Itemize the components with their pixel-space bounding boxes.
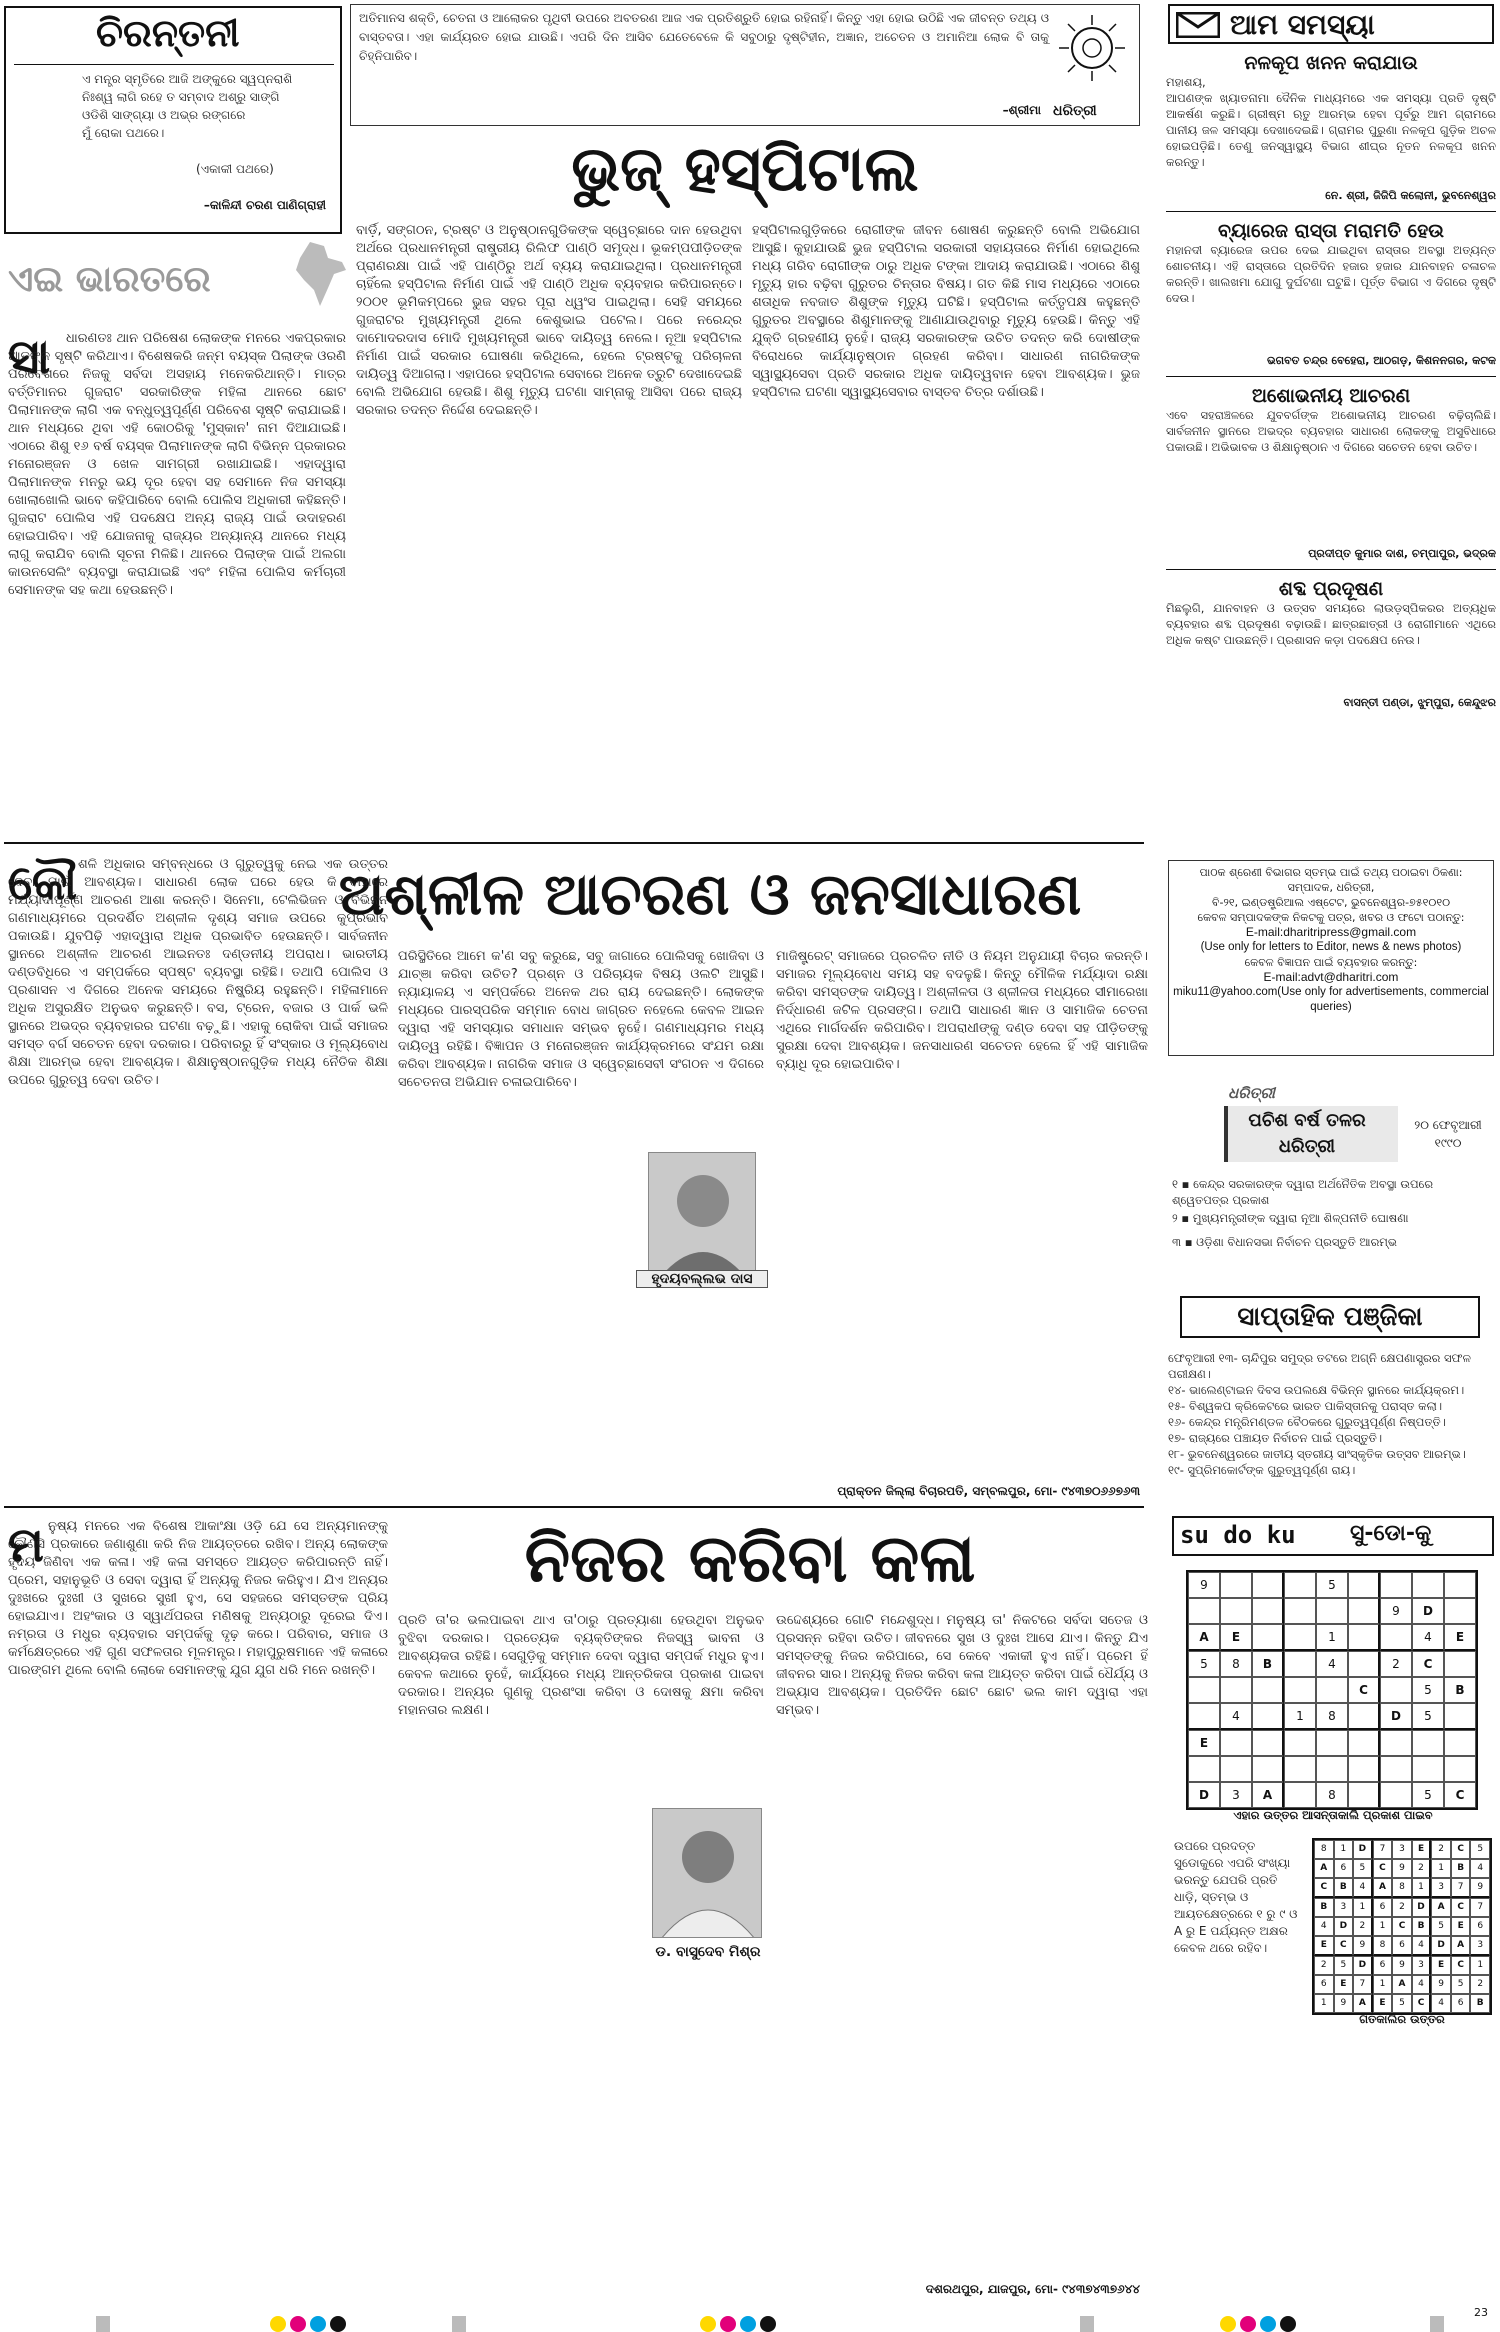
sudoku-answer-cell: 1 (1431, 1859, 1451, 1878)
letter-title: ଅଶୋଭନୀୟ ଆଚରଣ (1251, 385, 1411, 407)
sudoku-cell[interactable]: 4 (1316, 1651, 1348, 1677)
sudoku-answer-cell: A (1392, 1975, 1412, 1994)
weekly-body: ଫେବୃଆରୀ ୧୩- ଚାନ୍ଦିପୁର ସମୁଦ୍ର ତଟରେ ଅଗ୍ନି କ୍ଷେପଣାସ୍ତ୍ରର ସଫଳ ପରୀକ୍ଷଣ। ୧୪- ଭାଲେଣ୍ଟାଇନ ଦିବସ ଉପଲକ୍ଷେ ବିଭିନ୍ନ ସ୍ଥାନରେ କାର୍ଯ୍ୟକ୍ରମ। ୧୫- ବିଶ୍ୱକପ କ୍ରିକେଟରେ ଭାରତ ପାକିସ୍ତାନକୁ ପରାସ୍ତ କଲା। ୧୬- କେନ୍ଦ୍ର ମନ୍ତ୍ରିମଣ୍ଡଳ ବୈଠକରେ ଗୁରୁତ୍ୱପୂର୍ଣ୍ଣ ନିଷ୍ପତ୍ତି। ୧୭- ରାଜ୍ୟରେ ପଞ୍ଚାୟତ ନିର୍ବାଚନ ପାଇଁ ପ୍ରସ୍ତୁତି। ୧୮- ଭୁବନେଶ୍ୱରରେ ଜାତୀୟ ସ୍ତରୀୟ ସାଂସ୍କୃତିକ ଉତ୍ସବ ଆରମ୍ଭ। ୧୯- ସୁପ୍ରିମକୋର୍ଟଙ୍କ ଗୁରୁତ୍ୱପୂର୍ଣ୍ଣ ରାୟ। (1168, 1351, 1471, 1477)
sudoku-cell[interactable] (1252, 1598, 1284, 1624)
sudoku-cell[interactable]: 5 (1412, 1677, 1444, 1703)
sudoku-cell[interactable]: 8 (1316, 1782, 1348, 1808)
sudoku-cell[interactable] (1284, 1756, 1316, 1782)
sudoku-answer-cell: B (1412, 1917, 1432, 1936)
sudoku-answer-cell: 6 (1334, 1859, 1354, 1878)
sudoku-cell[interactable]: A (1252, 1782, 1284, 1808)
sudoku-answer-cell: D (1334, 1917, 1354, 1936)
poem-box (4, 6, 342, 234)
sudoku-answer-cell: 4 (1412, 1975, 1432, 1994)
sudoku-answer-cell: C (1314, 1878, 1334, 1898)
sudoku-answer-cell: 3 (1470, 1936, 1490, 1956)
color-registration (0, 2316, 1500, 2332)
editorial-col3: ହସ୍ପିଟାଲଗୁଡ଼ିକରେ ରୋଗୀଙ୍କ ଜୀବନ ଶୋଷଣ କରୁଛନ୍ତି ବୋଲି ଅଭିଯୋଗ ଆସୁଛି। କୁହାଯାଉଛି ଭୁଜ ହସ୍ପିଟାଲ ସରକାରୀ ସହାୟତାରେ ନିର୍ମାଣ ହୋଇଥିଲେ ମଧ୍ୟ ଗରିବ ରୋଗୀଙ୍କ ଠାରୁ ଅଧିକ ଟଙ୍କା ଆଦାୟ କରାଯାଉଛି। ଏଠାରେ ଶିଶୁ ମୃତ୍ୟୁ ହାର ବଢ଼ିବା ଗୁରୁତର ଚିନ୍ତାର ବିଷୟ। ଗତ କିଛି ମାସ ମଧ୍ୟରେ ଏଠାରେ ଶତାଧିକ ନବଜାତ ଶିଶୁଙ୍କ ମୃତ୍ୟୁ ଘଟିଛି। ହସ୍ପିଟାଲ କର୍ତ୍ତୃପକ୍ଷ କହୁଛନ୍ତି ଗୁରୁତର ଅବସ୍ଥାରେ ଶିଶୁମାନଙ୍କୁ ଆଣାଯାଉଥିବାରୁ ମୃତ୍ୟୁ ହେଉଛି। କିନ୍ତୁ ଏହି ଯୁକ୍ତି ଗ୍ରହଣୀୟ ନୁହେଁ। ରାଜ୍ୟ ସରକାରଙ୍କ ଉଚିତ ତଦନ୍ତ କରି ଦୋଷୀଙ୍କ ବିରୋଧରେ କାର୍ଯ୍ୟାନୁଷ୍ଠାନ ଗ୍ରହଣ କରିବା। ସାଧାରଣ ନାଗରିକଙ୍କ ସ୍ୱାସ୍ଥ୍ୟସେବା ପ୍ରତି ସରକାର ଅଧିକ ଦାୟିତ୍ୱବାନ ହେବା ଆବଶ୍ୟକ। ଭୁଜ ହସ୍ପିଟାଲ ଘଟଣା ସ୍ୱାସ୍ଥ୍ୟସେବାର ବାସ୍ତବ ଚିତ୍ର ଦର୍ଶାଉଛି। (752, 223, 1140, 400)
sudoku-cell[interactable] (1348, 1782, 1380, 1808)
sudoku-cell[interactable]: 5 (1188, 1651, 1220, 1677)
sudoku-cell[interactable] (1220, 1756, 1252, 1782)
sudoku-cell[interactable] (1444, 1756, 1476, 1782)
sudoku-answer-cell: C (1334, 1936, 1354, 1956)
sudoku-answer-cell: 9 (1334, 1994, 1354, 2013)
feature-dropcap: କୌ (8, 855, 78, 911)
sudoku-cell[interactable] (1380, 1572, 1412, 1598)
sudoku-answer-cell: B (1470, 1994, 1490, 2013)
sudoku-answer-cell: 2 (1392, 1898, 1412, 1917)
sudoku-cell[interactable] (1348, 1703, 1380, 1730)
sudoku-answer-cell: 5 (1334, 1956, 1354, 1975)
contact-line: ସମ୍ପାଦକ, ଧରିତ୍ରୀ, (1287, 881, 1375, 894)
history-item: ୩ ▪ ଓଡ଼ିଶା ବିଧାନସଭା ନିର୍ବାଚନ ପ୍ରସ୍ତୁତି ଆରମ୍ଭ (1172, 1235, 1397, 1249)
sudoku-cell[interactable]: 8 (1220, 1651, 1252, 1677)
article3-title: ନିଜର କରିବା କଳା (524, 1519, 976, 1597)
sudoku-answer-cell: 6 (1392, 1936, 1412, 1956)
sudoku-cell[interactable] (1348, 1572, 1380, 1598)
letter-body: ମହାନଦୀ ବ୍ୟାରେଜ ଉପର ଦେଇ ଯାଇଥିବା ରାସ୍ତାର ଅବସ୍ଥା ଅତ୍ୟନ୍ତ ଶୋଚନୀୟ। ଏହି ରାସ୍ତାରେ ପ୍ରତିଦିନ ହଜାର ହଜାର ଯାନବାହନ ଚଳାଚଳ କରନ୍ତି। ଖାଲଖମା ଯୋଗୁ ଦୁର୍ଘଟଣା ଘଟୁଛି। ପୂର୍ତ୍ତ ବିଭାଗ ଏ ଦିଗରେ ଦୃଷ୍ଟି ଦେଉ। (1166, 243, 1496, 305)
section-brand (1168, 4, 1494, 44)
sudoku-cell[interactable] (1444, 1598, 1476, 1624)
sudoku-cell[interactable]: A (1188, 1624, 1220, 1651)
watermark: ଏଇ ଭାରତରେ (8, 258, 211, 300)
letter-sign: ପ୍ରଦୀପ୍ତ କୁମାର ଦାଶ, ଚମ୍ପାପୁର, ଭଦ୍ରକ (1308, 547, 1496, 560)
contact-line: ବି-୨୧, ଇଣ୍ଡଷ୍ଟ୍ରିଆଲ ଏଷ୍ଟେଟ, ଭୁବନେଶ୍ୱର-୭୫୧୦୧୦ (1211, 896, 1451, 909)
letter-sign: ଭଗବତ ଚନ୍ଦ୍ର ବେହେରା, ଆଠଗଡ଼, କିଶନନଗର, କଟକ (1267, 354, 1496, 367)
sudoku-cell[interactable]: 9 (1188, 1572, 1220, 1598)
sudoku-answer-cell: E (1412, 1840, 1432, 1859)
author-photo (652, 1808, 762, 1938)
sudoku-answer-cell: B (1314, 1898, 1334, 1917)
sudoku-answer-cell: 8 (1392, 1878, 1412, 1898)
feature-col3: ମାଜିଷ୍ଟ୍ରେଟ୍ ସମାଜରେ ପ୍ରଚଳିତ ନୀତି ଓ ନିୟମ ଅନୁଯାୟୀ ବିଚାର କରନ୍ତି। ସମାଜର ମୂଲ୍ୟବୋଧ ସମୟ ସହ ବଦଳୁଛି। କିନ୍ତୁ ମୌଳିକ ମର୍ଯ୍ୟାଦା ରକ୍ଷା କରିବା ସମସ୍ତଙ୍କ ଦାୟିତ୍ୱ। ଅଶ୍ଳୀଳତା ଓ ଶ୍ଳୀଳତା ମଧ୍ୟରେ ସୀମାରେଖା ନିର୍ଦ୍ଧାରଣ ଜଟିଳ ପ୍ରସଙ୍ଗ। ତଥାପି ସାଧାରଣ ଜ୍ଞାନ ଓ ସାମାଜିକ ଚେତନା ଏଥିରେ ମାର୍ଗଦର୍ଶନ କରିପାରିବ। ଅପରାଧୀଙ୍କୁ ଦଣ୍ଡ ଦେବା ସହ ପୀଡ଼ିତଙ୍କୁ ସୁରକ୍ଷା ଦେବା ଆବଶ୍ୟକ। ଜନସାଧାରଣ ସଚେତନ ହେଲେ ହିଁ ଏହି ସାମାଜିକ ବ୍ୟାଧି ଦୂର ହୋଇପାରିବ। (776, 949, 1148, 1072)
sun-emblem-icon (1057, 13, 1127, 83)
sudoku-grid[interactable] (1186, 1570, 1478, 1810)
history-item: ୧ ▪ କେନ୍ଦ୍ର ସରକାରଙ୍କ ଦ୍ୱାରା ଅର୍ଥନୈତିକ ଅବସ୍ଥା ଉପରେ ଶ୍ୱେତପତ୍ର ପ୍ରକାଶ (1172, 1177, 1437, 1207)
quote-text: ଅତିମାନସ ଶକ୍ତି, ଚେତନା ଓ ଆଲୋକର ପୃଥିବୀ ଉପରେ ଅବତରଣ ଆଜ ଏକ ପ୍ରତିଶ୍ରୁତି ହୋଇ ରହିନାହିଁ। କିନ୍ତୁ ଏହା ହୋଇ ଉଠିଛି ଏକ ଜୀବନ୍ତ ତଥ୍ୟ ଓ ବାସ୍ତବତା। ଏହା କାର୍ଯ୍ୟରତ ହୋଇ ଯାଉଛି। ଏପରି ଦିନ ଆସିବ ଯେତେବେଳେ କି ସବୁଠାରୁ ଦୃଷ୍ଟିହୀନ, ଅଜ୍ଞାନ, ଅଚେତନ ଓ ଅମାନିଆ ଲୋକ ବି ତାକୁ ଚିହ୍ନିପାରିବ। (359, 11, 1053, 63)
sudoku-cell[interactable]: 2 (1380, 1651, 1412, 1677)
sudoku-cell[interactable] (1284, 1624, 1316, 1651)
sudoku-answer-cell: 2 (1412, 1859, 1432, 1878)
sudoku-cell[interactable] (1444, 1703, 1476, 1730)
sudoku-answer-cell: 9 (1353, 1936, 1373, 1956)
editorial-col2: ବାର୍ଡ଼ି, ସଙ୍ଗଠନ, ଟ୍ରଷ୍ଟ ଓ ଅନୁଷ୍ଠାନଗୁଡିକଙ୍କ ସ୍ୱେଚ୍ଛାରେ ଦାନ ହେଉଥିବା ଅର୍ଥରେ ପ୍ରଧାନମନ୍ତ୍ରୀ ରାଷ୍ଟ୍ରୀୟ ରିଲିଫ ପାଣ୍ଠି ସମୃଦ୍ଧ। ଭୂକମ୍ପପୀଡ଼ିତଙ୍କ ପ୍ରାଣରକ୍ଷା ପାଇଁ ଏହି ପାଣ୍ଠିରୁ ଅର୍ଥ ବ୍ୟୟ କରାଯାଇଥିଲା। ପ୍ରଧାନମନ୍ତ୍ରୀ ଚାହିଁଲେ ହସ୍ପିଟାଲ ନିର୍ମାଣ ପାଇଁ ଏହି ପାଣ୍ଠି ଅଧିକ ବ୍ୟବହାର କରିପାରନ୍ତେ। ୨୦୦୧ ଭୂମିକମ୍ପରେ ଭୁଜ ସହର ପୂରା ଧ୍ୱଂସ ପାଇଥିଲା। ସେହି ସମୟରେ ଗୁଜରାଟର ମୁଖ୍ୟମନ୍ତ୍ରୀ ଥିଲେ କେଶୁଭାଇ ପଟେଲ। ପରେ ନରେନ୍ଦ୍ର ଦାମୋଦରଦାସ ମୋଦି ମୁଖ୍ୟମନ୍ତ୍ରୀ ଭାବେ ଦାୟିତ୍ୱ ନେଲେ। ନୂଆ ହସ୍ପିଟାଲ ନିର୍ମାଣ ପାଇଁ ସରକାର ଘୋଷଣା କରିଥିଲେ, ହେଲେ ଟ୍ରଷ୍ଟକୁ ପରିଚାଳନା ଦାୟିତ୍ୱ ଦିଆଗଲା। ଏହାପରେ ହସ୍ପିଟାଲ ସେବାରେ ଅନେକ ତ୍ରୁଟି ଦେଖାଦେଇଛି ବୋଲି ଅଭିଯୋଗ ହେଉଛି। ଶିଶୁ ମୃତ୍ୟୁ ଘଟଣା ସାମ୍ନାକୁ ଆସିବା ପରେ ରାଜ୍ୟ ସରକାର ତଦନ୍ତ ନିର୍ଦ୍ଦେଶ ଦେଇଛନ୍ତି। (356, 223, 742, 418)
letter-sign: ବାସନ୍ତୀ ପଣ୍ଡା, ଝୁମ୍ପୁରା, କେନ୍ଦୁଝର (1343, 696, 1496, 709)
letter-body: ମିଛଲୁଗି, ଯାନବାହନ ଓ ଉତ୍ସବ ସମୟରେ ଲାଉଡ଼ସ୍ପିକରର ଅତ୍ୟଧିକ ବ୍ୟବହାର ଶବ୍ଦ ପ୍ରଦୂଷଣ ବଢ଼ାଉଛି। ଛାତ୍ରଛାତ୍ରୀ ଓ ରୋଗୀମାନେ ଏଥିରେ ଅଧିକ କଷ୍ଟ ପାଉଛନ୍ତି। ପ୍ରଶାସନ କଡ଼ା ପଦକ୍ଷେପ ନେଉ। (1166, 601, 1496, 647)
contact-email[interactable]: E-mail:advt@dharitri.com (1263, 970, 1399, 984)
sudoku-answer-cell: 1 (1470, 1956, 1490, 1975)
sudoku-answer-cell: 3 (1334, 1898, 1354, 1917)
sudoku-cell[interactable] (1220, 1677, 1252, 1703)
poem-body: ଏ ମନ୍ତ୍ର ସ୍ମୃତିରେ ଆଜି ଅଙ୍କୁରେ ସ୍ୱପ୍ନରାଶି ନିଃଶ୍ୱ ଲାଗି ରହେ ତ ସମ୍ବାଦ ଅଶ୍ରୁ ସାଙ୍ଗି ଓଡିଶି ସାଙ୍ଗ୍ୟା ଓ ଅଭ୍ର ରଙ୍ଗରେ ମୁଁ ରୋକା ପଥରେ। (82, 72, 293, 140)
sudoku-cell[interactable] (1316, 1598, 1348, 1624)
sudoku-answer-cell: 9 (1470, 1878, 1490, 1898)
sudoku-cell[interactable] (1220, 1598, 1252, 1624)
history-date: ୨୦ ଫେବୃଆରୀ ୧୯୯୦ (1414, 1118, 1482, 1150)
sudoku-cell[interactable]: C (1348, 1677, 1380, 1703)
sudoku-cell[interactable]: 4 (1412, 1624, 1444, 1651)
sudoku-cell[interactable] (1380, 1756, 1412, 1782)
sudoku-cell[interactable] (1284, 1677, 1316, 1703)
sudoku-cell[interactable]: C (1412, 1651, 1444, 1677)
sudoku-answer-cell: 5 (1451, 1975, 1471, 1994)
sudoku-cell[interactable] (1380, 1677, 1412, 1703)
sudoku-answer-cell: E (1314, 1936, 1334, 1956)
sudoku-answer-cell: C (1451, 1956, 1471, 1975)
sudoku-answer-cell: 3 (1412, 1956, 1432, 1975)
sudoku-answer-cell: 1 (1412, 1878, 1432, 1898)
feature-col2: ପରିସ୍ଥିତିରେ ଆମେ କ'ଣ ସବୁ କରୁଛେ, ସବୁ ଜାଗାରେ ପୋଲିସକୁ ଖୋଜିବା ଓ ଯାଚ୍ଞା କରିବା ଉଚିତ? ପ୍ରଶ୍ନ ଓ ପରିଚାୟକ ବିଷୟ ଓଲଟି ଆସୁଛି। ନ୍ୟାୟାଳୟ ଏ ସମ୍ପର୍କରେ ଅନେକ ଥର ରାୟ ଦେଇଛନ୍ତି। ଲୋକଙ୍କ ମଧ୍ୟରେ ପାରସ୍ପରିକ ସମ୍ମାନ ବୋଧ ଜାଗ୍ରତ ନହେଲେ କେବଳ ଆଇନ ଦ୍ୱାରା ଏହି ସମସ୍ୟାର ସମାଧାନ ସମ୍ଭବ ନୁହେଁ। ଗଣମାଧ୍ୟମର ମଧ୍ୟ ଦାୟିତ୍ୱ ରହିଛି। ବିଜ୍ଞାପନ ଓ ମନୋରଞ୍ଜନ କାର୍ଯ୍ୟକ୍ରମରେ ସଂଯମ ରକ୍ଷା କରିବା ଆବଶ୍ୟକ। ନାଗରିକ ସମାଜ ଓ ସ୍ୱେଚ୍ଛାସେବୀ ସଂଗଠନ ଏ ଦିଗରେ ସଚେତନତା ଅଭିଯାନ ଚଳାଇପାରିବେ। (398, 949, 764, 1090)
poem-note: (ଏକାକୀ ପଥରେ) (196, 162, 274, 176)
sudoku-cell[interactable] (1284, 1782, 1316, 1808)
sudoku-answer-cell: E (1334, 1975, 1354, 1994)
sudoku-answer-cell: 6 (1373, 1898, 1393, 1917)
history-logo: ଧରିତ୍ରୀ (1228, 1084, 1275, 1102)
india-map-icon (290, 240, 350, 310)
sudoku-cell[interactable] (1348, 1598, 1380, 1624)
sudoku-cell[interactable]: 8 (1316, 1703, 1348, 1730)
sudoku-cell[interactable] (1316, 1677, 1348, 1703)
sudoku-answer-cell: D (1353, 1840, 1373, 1859)
sudoku-cell[interactable] (1252, 1756, 1284, 1782)
article3-author: ଡ. ବାସୁଦେବ ମିଶ୍ର (655, 1944, 761, 1960)
sudoku-answer-cell: 9 (1392, 1956, 1412, 1975)
sudoku-cell[interactable] (1380, 1730, 1412, 1756)
sudoku-cell[interactable]: 1 (1316, 1624, 1348, 1651)
sudoku-answer-cell: C (1451, 1840, 1471, 1859)
letter-title: ନଳକୂପ ଖନନ କରାଯାଉ (1244, 52, 1418, 74)
sudoku-answer-cell: 5 (1431, 1917, 1451, 1936)
sudoku-cell[interactable]: B (1252, 1651, 1284, 1677)
sudoku-answer-cell: D (1353, 1956, 1373, 1975)
sudoku-answer-cell: 6 (1373, 1956, 1393, 1975)
letter-title: ବ୍ୟାରେଜ ରାସ୍ତା ମରାମତି ହେଉ (1218, 220, 1444, 242)
article3-col2: ପ୍ରତି ତା'ର ଭଲପାଇବା ଥାଏ ତା'ଠାରୁ ପ୍ରତ୍ୟାଶା ହେଉଥିବା ଅନୁଭବ ବୁଝିବା ଦରକାର। ପ୍ରତ୍ୟେକ ବ୍ୟକ୍ତିଙ୍କର ନିଜସ୍ୱ ଭାବନା ଓ ଆବଶ୍ୟକତା ରହିଛି। ସେଗୁଡ଼ିକୁ ସମ୍ମାନ ଦେବା ଦ୍ୱାରା ସମ୍ପର୍କ ମଧୁର ହୁଏ। କେବଳ କଥାରେ ନୁହେଁ, କାର୍ଯ୍ୟରେ ମଧ୍ୟ ଆନ୍ତରିକତା ପ୍ରକାଶ ପାଇବା ଦରକାର। ଅନ୍ୟର ଗୁଣକୁ ପ୍ରଶଂସା କରିବା ଓ ଦୋଷକୁ କ୍ଷମା କରିବା ମହାନତାର ଲକ୍ଷଣ। (398, 1613, 764, 1718)
sudoku-answer-cell: E (1431, 1956, 1451, 1975)
sudoku-cell[interactable] (1252, 1572, 1284, 1598)
sudoku-answer-cell: E (1373, 1994, 1393, 2013)
poem-author: –କାଳିନ୍ଦୀ ଚରଣ ପାଣିଗ୍ରାହୀ (203, 198, 326, 212)
editorial-col1: ଧାରଣତଃ ଥାନ ପରିଷେଶ ଲୋକଙ୍କ ମନରେ ଏକପ୍ରକାର ଆତଙ୍କ ସୃଷ୍ଟି କରିଥାଏ। ବିଶେଷକରି ଜନ୍ମ ବୟସ୍କ ପିଲାଙ୍କ ଓରଣି ପରିବେଶରେ ନିଜକୁ ସର୍ବଦା ଅସହାୟ ମନେକରିଥାନ୍ତି। ମାତ୍ର ବର୍ତ୍ତିମାନର ଗୁଜରାଟ ସରକାରିଙ୍କ ମହିଳା ଥାନରେ ଛୋଟ ପିଲାମାନଙ୍କ ଲାଗି ଏକ ବନ୍ଧୁତ୍ୱପୂର୍ଣ୍ଣ ପରିବେଶ ସୃଷ୍ଟି କରାଯାଇଛି। ଥାନ ମଧ୍ୟରେ ଥିବା ଏହି କୋଠରିକୁ 'ମୁସ୍କାନ' ନାମ ଦିଆଯାଇଛି। ଏଠାରେ ଶିଶୁ ୧୬ ବର୍ଷ ବୟସ୍କ ପିଲାମାନଙ୍କ ଲାଗି ବିଭିନ୍ନ ପ୍ରକାରର ମନୋରଞ୍ଜନ ଓ ଖେଳ ସାମଗ୍ରୀ ରଖାଯାଇଛି। ଏହାଦ୍ୱାରା ପିଲାମାନଙ୍କ ମନରୁ ଭୟ ଦୂର ହେବା ସହ ସେମାନେ ନିଜ ସମସ୍ୟା ଖୋଲାଖୋଲି ଭାବେ କହିପାରିବେ ବୋଲି ପୋଲିସ ଅଧିକାରୀ କହିଛନ୍ତି। ଗୁଜରାଟ ପୋଲିସ ଏହି ପଦକ୍ଷେପ ଅନ୍ୟ ରାଜ୍ୟ ପାଇଁ ଉଦାହରଣ ହୋଇପାରିବ। ଏହି ଯୋଜନାକୁ ରାଜ୍ୟର ଅନ୍ୟାନ୍ୟ ଥାନରେ ମଧ୍ୟ ଲାଗୁ କରାଯିବ ବୋଲି ସୂଚନା ମିଳିଛି। ଥାନରେ ପିଲାଙ୍କ ପାଇଁ ଅଲଗା କାଉନସେଲିଂ ବ୍ୟବସ୍ଥା କରାଯାଇଛି ଏବଂ ମହିଳା ପୋଲିସ କର୍ମଚାରୀ ସେମାନଙ୍କ ସହ କଥା ହେଉଛନ୍ତି। (8, 331, 346, 598)
contact-note: (Use only for letters to Editor, news & news photos) (1200, 941, 1462, 953)
sudoku-answer-cell: 2 (1470, 1975, 1490, 1994)
sudoku-answer-cell: B (1451, 1859, 1471, 1878)
sudoku-cell[interactable] (1252, 1730, 1284, 1756)
feature-author: ହୃଦୟବଲ୍ଲଭ ଦାସ (636, 1270, 768, 1288)
sudoku-answer-cell: 2 (1314, 1956, 1334, 1975)
sudoku-answer-cell: 4 (1470, 1859, 1490, 1878)
sudoku-answer-cell: 1 (1373, 1917, 1393, 1936)
sudoku-cell[interactable] (1284, 1730, 1316, 1756)
sudoku-rules: ଉପରେ ପ୍ରଦତ୍ତ ସୁଡୋକୁରେ ଏପରି ସଂଖ୍ୟା ଭରନ୍ତୁ ଯେପରି ପ୍ରତି ଧାଡ଼ି, ସ୍ତମ୍ଭ ଓ ଆୟତକ୍ଷେତ୍ରରେ ୧ ରୁ ୯ ଓ A ରୁ E ପର୍ଯ୍ୟନ୍ତ ଅକ୍ଷର କେବଳ ଥରେ ରହିବ। (1174, 1839, 1302, 1955)
sudoku-answer-cell: 6 (1451, 1994, 1471, 2013)
sudoku-cell[interactable] (1284, 1572, 1316, 1598)
sudoku-cell[interactable] (1348, 1730, 1380, 1756)
sudoku-cell[interactable] (1348, 1651, 1380, 1677)
sudoku-cell[interactable] (1412, 1756, 1444, 1782)
sudoku-answer-cell: 6 (1314, 1975, 1334, 1994)
sudoku-cell[interactable] (1444, 1730, 1476, 1756)
sudoku-cell[interactable]: D (1380, 1703, 1412, 1730)
letter-title: ଶବ୍ଦ ପ୍ରଦୂଷଣ (1278, 578, 1384, 600)
sudoku-answer-cell: 4 (1431, 1994, 1451, 2013)
sudoku-answer-cell: A (1353, 1994, 1373, 2013)
sudoku-answer-grid (1312, 1838, 1492, 2015)
sudoku-answer-cell: E (1451, 1917, 1471, 1936)
editorial-dropcap: ସା (8, 329, 51, 385)
sudoku-header (1172, 1516, 1494, 1556)
sudoku-answer-cell: A (1373, 1878, 1393, 1898)
article3-col3: ଉଦ୍ଦେଶ୍ୟରେ ଗୋଟି ମନ୍ଦେଶୁଦ୍ଧ। ମନୁଷ୍ୟ ତା' ନିକଟରେ ସର୍ବଦା ସତେଜ ଓ ପ୍ରସନ୍ନ ରହିବା ଉଚିତ। ଜୀବନରେ ସୁଖ ଓ ଦୁଃଖ ଆସେ ଯାଏ। କିନ୍ତୁ ଯିଏ ସମସ୍ତଙ୍କୁ ନିଜର କରିପାରେ, ସେ କେବେ ଏକାକୀ ହୁଏ ନାହିଁ। ପ୍ରେମ ହିଁ ଜୀବନର ସାର। ଅନ୍ୟକୁ ନିଜର କରିବା କଳା ଆୟତ୍ତ କରିବା ପାଇଁ ଧୈର୍ଯ୍ୟ ଓ ଅଭ୍ୟାସ ଆବଶ୍ୟକ। ପ୍ରତିଦିନ ଛୋଟ ଛୋଟ ଭଲ କାମ ଦ୍ୱାରା ଏହା ସମ୍ଭବ। (776, 1613, 1148, 1718)
sudoku-answer-cell: 7 (1451, 1878, 1471, 1898)
sudoku-answer-cell: 1 (1314, 1994, 1334, 2013)
sudoku-answer-cell: 8 (1314, 1840, 1334, 1859)
sudoku-answer-cell: A (1314, 1859, 1334, 1878)
contact-email[interactable]: E-mail:dharitripress@gmail.com (1245, 925, 1417, 939)
sudoku-answer-cell: 1 (1334, 1840, 1354, 1859)
sudoku-cell[interactable]: C (1444, 1782, 1476, 1808)
quote-logo: ଧରିତ୍ରୀ (1053, 103, 1097, 119)
sudoku-answer-cell: 5 (1353, 1859, 1373, 1878)
sudoku-cell[interactable]: 5 (1412, 1782, 1444, 1808)
sudoku-answer-cell: 4 (1412, 1936, 1432, 1956)
mail-icon (1176, 12, 1220, 38)
sudoku-answer-cell: 7 (1353, 1975, 1373, 1994)
sudoku-answer-cell: 4 (1353, 1878, 1373, 1898)
sudoku-answer-cell: A (1451, 1936, 1471, 1956)
sudoku-caption: ଏହାର ଉତ୍ତର ଆସନ୍ତାକାଲି ପ୍ରକାଶ ପାଇବ (1233, 1808, 1433, 1822)
sudoku-cell[interactable] (1188, 1677, 1220, 1703)
sudoku-cell[interactable] (1252, 1624, 1284, 1651)
feature-title: ଅଶ୍ଳୀଳ ଆଚରଣ ଓ ଜନସାଧାରଣ (338, 860, 1082, 928)
contact-line: କେବଳ ବିଜ୍ଞାପନ ପାଇଁ ବ୍ୟବହାର କରନ୍ତୁ: (1244, 956, 1418, 969)
sudoku-cell[interactable] (1348, 1624, 1380, 1651)
sudoku-answer-cell: 3 (1431, 1878, 1451, 1898)
sudoku-title-odia: ସୁ-ଡୋ-କୁ (1350, 1521, 1432, 1546)
sudoku-cell[interactable]: D (1188, 1782, 1220, 1808)
sudoku-answer-cell: 2 (1353, 1917, 1373, 1936)
sudoku-answer-cell: C (1412, 1994, 1432, 2013)
section-divider (4, 1506, 1144, 1508)
feature-col2b (398, 1152, 642, 1272)
section-divider (4, 842, 1144, 844)
feature-byline: ପ୍ରାକ୍ତନ ଜିଲ୍ଲା ବିଚାରପତି, ସମ୍ବଲପୁର, ମୋ- ୯୪୩୭୦୬୬୭୬୩ (837, 1484, 1140, 1498)
sudoku-answer-cell: 8 (1373, 1936, 1393, 1956)
sudoku-cell[interactable] (1444, 1572, 1476, 1598)
contact-line: କେବଳ ସମ୍ପାଦକଙ୍କ ନିକଟକୁ ପତ୍ର, ଖବର ଓ ଫଟୋ ପଠାନ୍ତୁ: (1197, 911, 1465, 924)
sudoku-answer-cell: 5 (1392, 1994, 1412, 2013)
sudoku-answer-cell: 1 (1353, 1898, 1373, 1917)
letter-body: ଏବେ ସହରାଞ୍ଚଳରେ ଯୁବବର୍ଗଙ୍କ ଅଶୋଭନୀୟ ଆଚରଣ ବଢ଼ିଚାଲିଛି। ସାର୍ବଜନୀନ ସ୍ଥାନରେ ଅଭଦ୍ର ବ୍ୟବହାର ସାଧାରଣ ଲୋକଙ୍କୁ ଅସୁବିଧାରେ ପକାଉଛି। ଅଭିଭାବକ ଓ ଶିକ୍ଷାନୁଷ୍ଠାନ ଏ ଦିଗରେ ସଚେତନ ହେବା ଉଚିତ। (1166, 408, 1496, 454)
sudoku-title-latin: su do ku (1180, 1521, 1296, 1549)
sudoku-answer-cell: 5 (1470, 1840, 1490, 1859)
sudoku-cell[interactable] (1348, 1756, 1380, 1782)
editorial-title: ଭୁଜ୍ ହସ୍ପିଟାଲ (571, 132, 919, 205)
sudoku-cell[interactable] (1188, 1703, 1220, 1730)
sudoku-answer-cell: 2 (1431, 1840, 1451, 1859)
sudoku-cell[interactable] (1316, 1756, 1348, 1782)
sudoku-answer-cell: 9 (1431, 1975, 1451, 1994)
sudoku-cell[interactable]: 5 (1316, 1572, 1348, 1598)
sudoku-cell[interactable]: E (1188, 1730, 1220, 1756)
sudoku-cell[interactable] (1380, 1624, 1412, 1651)
sudoku-answer-cell: A (1431, 1898, 1451, 1917)
letter-body: ମହାଶୟ, ଆପଣଙ୍କ ଖ୍ୟାତନାମା ଦୈନିକ ମାଧ୍ୟମରେ ଏକ ସମସ୍ୟା ପ୍ରତି ଦୃଷ୍ଟି ଆକର୍ଷଣ କରୁଛି। ଗ୍ରୀଷ୍ମ ଋତୁ ଆରମ୍ଭ ହେବା ପୂର୍ବରୁ ଆମ ଗ୍ରାମରେ ପାନୀୟ ଜଳ ସମସ୍ୟା ଦେଖାଦେଇଛି। ଗ୍ରାମର ପୁରୁଣା ନଳକୂପ ଗୁଡ଼ିକ ଅଚଳ ହୋଇପଡ଼ିଛି। ତେଣୁ ଜନସ୍ୱାସ୍ଥ୍ୟ ବିଭାଗ ଶୀଘ୍ର ନୂତନ ନଳକୂପ ଖନନ କରନ୍ତୁ। (1166, 75, 1496, 169)
sudoku-answer-cell: 7 (1470, 1898, 1490, 1917)
article3-col1: ନୁଷ୍ୟ ମନରେ ଏକ ବିଶେଷ ଆକାଂକ୍ଷା ଓଡ଼ି ଯେ ସେ ଅନ୍ୟମାନଙ୍କୁ କୌଣସି ପ୍ରକାରେ ଜଣାଶୁଣା କରି ନିଜ ଆୟତ୍ତରେ ରଖିବ। ଅନ୍ୟ ଲୋକଙ୍କ ହୃଦୟ ଜିଣିବା ଏକ କଳା। ଏହି କଳା ସମସ୍ତେ ଆୟତ୍ତ କରିପାରନ୍ତି ନାହିଁ। ପ୍ରେମ, ସହାନୁଭୂତି ଓ ସେବା ଦ୍ୱାରା ହିଁ ଅନ୍ୟକୁ ନିଜର କରିହୁଏ। ଯିଏ ଅନ୍ୟର ଦୁଃଖରେ ଦୁଃଖୀ ଓ ସୁଖରେ ସୁଖୀ ହୁଏ, ସେ ସହଜରେ ସମସ୍ତଙ୍କ ପ୍ରିୟ ହୋଇଯାଏ। ଅହଂକାର ଓ ସ୍ୱାର୍ଥପରତା ମଣିଷକୁ ଅନ୍ୟଠାରୁ ଦୂରେଇ ଦିଏ। ନମ୍ରତା ଓ ମଧୁର ବ୍ୟବହାର ସମ୍ପର୍କକୁ ଦୃଢ଼ କରେ। ପରିବାର, ସମାଜ ଓ କର୍ମକ୍ଷେତ୍ରରେ ଏହି ଗୁଣ ସଫଳତାର ମୂଳମନ୍ତ୍ର। ମହାପୁରୁଷମାନେ ଏହି କଳାରେ ପାରଙ୍ଗମ ଥିଲେ ବୋଲି ଲୋକେ ସେମାନଙ୍କୁ ଯୁଗ ଯୁଗ ଧରି ମନେ ରଖନ୍ତି। (8, 1519, 388, 1678)
letters-column (1166, 50, 1496, 840)
quote-author: –ଶ୍ରୀମା (1002, 103, 1041, 117)
sudoku-answer-cell: C (1451, 1898, 1471, 1917)
sudoku-cell[interactable]: D (1412, 1598, 1444, 1624)
sudoku-cell[interactable] (1284, 1598, 1316, 1624)
sudoku-cell[interactable]: 3 (1220, 1782, 1252, 1808)
page-number: 23 (1474, 2306, 1488, 2319)
sudoku-cell[interactable]: 1 (1284, 1703, 1316, 1730)
contact-email[interactable]: miku11@yahoo.com(Use only for advertisements, commercial queries) (1173, 986, 1489, 1013)
letter-sign: ନେ. ଶ୍ରୀ, ଜିଜିପି କଲୋନୀ, ଭୁବନେଶ୍ୱର (1325, 189, 1496, 202)
weekly-title: ସାପ୍ତାହିକ ପଞ୍ଜିକା (1180, 1296, 1480, 1338)
history-box (1168, 1084, 1494, 1274)
author-photo (648, 1152, 756, 1280)
sudoku-answer-cell: 9 (1392, 1859, 1412, 1878)
feature-col1: ଶଳି ଅଧିକାର ସମ୍ବନ୍ଧରେ ଓ ଗୁରୁତ୍ୱକୁ ନେଇ ଏକ ଉତ୍ତର ଦେବା ପାଇଁ ଆବଶ୍ୟକ। ସାଧାରଣ ଲୋକ ଘରେ ହେଉ କି ବାହାରେ ମର୍ଯ୍ୟାଦାପୂର୍ଣ୍ଣ ଆଚରଣ ଆଶା କରନ୍ତି। ସିନେମା, ଟେଲିଭିଜନ ଓ ବିଭିନ୍ନ ଗଣମାଧ୍ୟମରେ ପ୍ରଦର୍ଶିତ ଅଶ୍ଳୀଳ ଦୃଶ୍ୟ ସମାଜ ଉପରେ କୁପ୍ରଭାବ ପକାଉଛି। ଯୁବପିଢ଼ି ଏହାଦ୍ୱାରା ଅଧିକ ପ୍ରଭାବିତ ହେଉଛନ୍ତି। ସାର୍ବଜନୀନ ସ୍ଥାନରେ ଅଶ୍ଳୀଳ ଆଚରଣ ଆଇନତଃ ଦଣ୍ଡନୀୟ ଅପରାଧ। ଭାରତୀୟ ଦଣ୍ଡବିଧିରେ ଏ ସମ୍ପର୍କରେ ସ୍ପଷ୍ଟ ବ୍ୟବସ୍ଥା ରହିଛି। ତଥାପି ପୋଲିସ ଓ ପ୍ରଶାସନ ଏ ଦିଗରେ ଅନେକ ସମୟରେ ନିଷ୍କ୍ରିୟ ରହୁଛନ୍ତି। ମହିଳାମାନେ ଅଧିକ ଅସୁରକ୍ଷିତ ଅନୁଭବ କରୁଛନ୍ତି। ବସ, ଟ୍ରେନ, ବଜାର ଓ ପାର୍କ ଭଳି ସ୍ଥାନରେ ଅଭଦ୍ର ବ୍ୟବହାରର ଘଟଣା ବଢ଼ୁଛି। ଏହାକୁ ରୋକିବା ପାଇଁ ସମାଜର ସମସ୍ତ ବର୍ଗ ସଚେତନ ହେବା ଦରକାର। ପରିବାରରୁ ହିଁ ସଂସ୍କାର ଓ ମୂଲ୍ୟବୋଧ ଶିକ୍ଷା ଆରମ୍ଭ ହେବା ଆବଶ୍ୟକ। ଶିକ୍ଷାନୁଷ୍ଠାନଗୁଡ଼ିକ ମଧ୍ୟ ନୈତିକ ଶିକ୍ଷା ଉପରେ ଗୁରୁତ୍ୱ ଦେବା ଉଚିତ। (8, 857, 388, 1088)
sudoku-cell[interactable] (1284, 1651, 1316, 1677)
sudoku-answer-cell: B (1334, 1878, 1354, 1898)
section-brand-text: ଆମ ସମସ୍ୟା (1230, 8, 1375, 41)
poem-title: ଚିରନ୍ତନୀ (96, 10, 240, 55)
sudoku-cell[interactable] (1316, 1730, 1348, 1756)
sudoku-answer-cell: D (1412, 1898, 1432, 1917)
sudoku-cell[interactable]: E (1444, 1624, 1476, 1651)
quote-box (350, 4, 1140, 126)
sudoku-answer-cell: 4 (1314, 1917, 1334, 1936)
sudoku-cell[interactable] (1380, 1782, 1412, 1808)
sudoku-cell[interactable]: E (1220, 1624, 1252, 1651)
contact-line: ପାଠକ ଶ୍ରେଣୀ ବିଭାଗର ସ୍ତମ୍ଭ ପାଇଁ ତଥ୍ୟ ପଠାଇବା ଠିକଣା: (1199, 866, 1463, 879)
sudoku-cell[interactable] (1188, 1756, 1220, 1782)
sudoku-cell[interactable]: 9 (1380, 1598, 1412, 1624)
sudoku-cell[interactable]: 4 (1220, 1703, 1252, 1730)
history-title: ପଚିଶ ବର୍ଷ ତଳର ଧରିତ୍ରୀ (1248, 1110, 1366, 1157)
sudoku-cell[interactable] (1252, 1677, 1284, 1703)
sudoku-answer-cell: D (1431, 1936, 1451, 1956)
sudoku-cell[interactable]: B (1444, 1677, 1476, 1703)
sudoku-cell[interactable] (1412, 1730, 1444, 1756)
article3-byline: ଦଶରଥପୁର, ଯାଜପୁର, ମୋ- ୯୪୩୭୪୩୭୬୪୪ (925, 2282, 1140, 2296)
contact-box (1168, 860, 1494, 1056)
sudoku-cell[interactable] (1220, 1572, 1252, 1598)
history-item: ୨ ▪ ମୁଖ୍ୟମନ୍ତ୍ରୀଙ୍କ ଦ୍ୱାରା ନୂଆ ଶିଳ୍ପନୀତି ଘୋଷଣା (1172, 1211, 1409, 1225)
sudoku-answer-cell: C (1392, 1917, 1412, 1936)
sudoku-answer-label: ଗତକାଲିର ଉତ୍ତର (1359, 2012, 1445, 2026)
sudoku-cell[interactable] (1220, 1730, 1252, 1756)
article3-dropcap: ମ (8, 1517, 44, 1573)
sudoku-cell[interactable] (1188, 1598, 1220, 1624)
sudoku-answer-cell: 3 (1392, 1840, 1412, 1859)
sudoku-cell[interactable] (1412, 1572, 1444, 1598)
sudoku-cell[interactable] (1252, 1703, 1284, 1730)
sudoku-answer-cell: 1 (1373, 1975, 1393, 1994)
sudoku-cell[interactable]: 5 (1412, 1703, 1444, 1730)
sudoku-answer-cell: 7 (1373, 1840, 1393, 1859)
sudoku-cell[interactable] (1444, 1651, 1476, 1677)
sudoku-answer-cell: 6 (1470, 1917, 1490, 1936)
sudoku-answer-cell: C (1373, 1859, 1393, 1878)
